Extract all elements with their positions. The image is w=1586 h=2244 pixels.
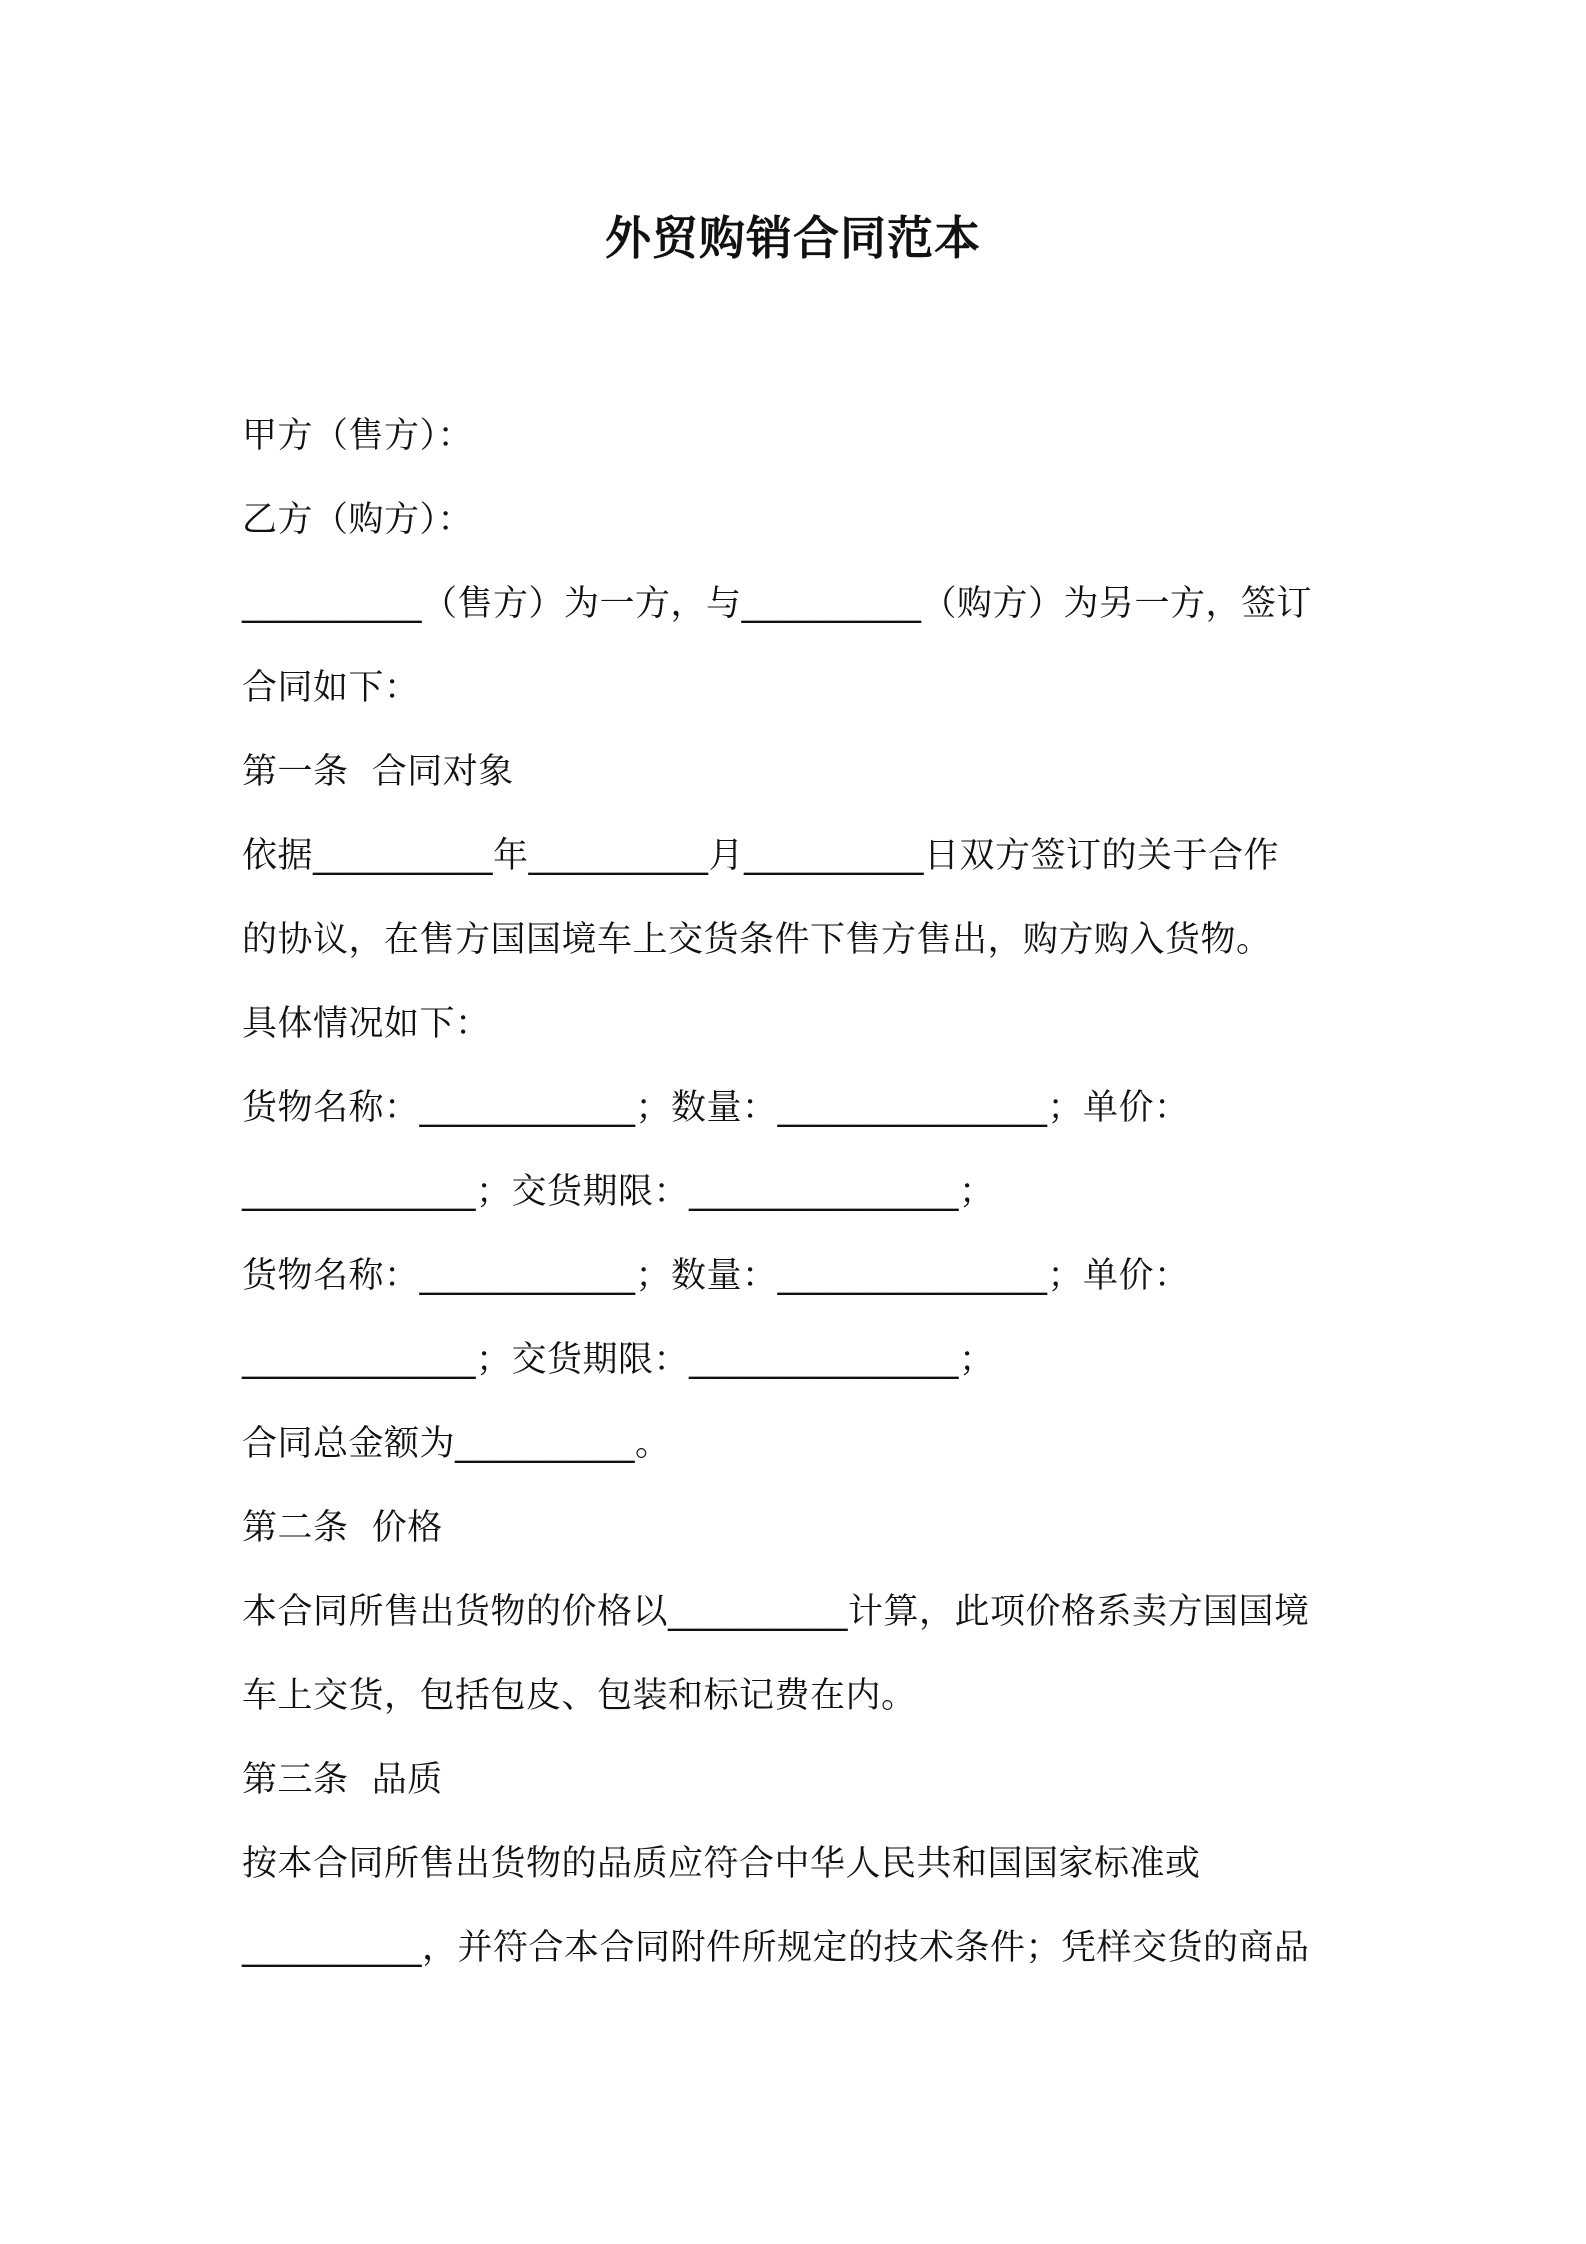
paragraph-line: 本合同所售出货物的价格以__________计算，此项价格系卖方国国境 bbox=[242, 1592, 1310, 1632]
paragraph-line: 的协议，在售方国国境车上交货条件下售方售出，购方购入货物。 bbox=[242, 920, 1272, 960]
paragraph-line: 具体情况如下： bbox=[242, 1004, 491, 1044]
goods-line: _____________；交货期限：_______________； bbox=[242, 1340, 995, 1380]
article-heading: 第三条 品质 bbox=[242, 1760, 443, 1800]
article-heading: 第一条 合同对象 bbox=[242, 752, 514, 792]
paragraph-line: 合同如下： bbox=[242, 668, 420, 708]
paragraph-line: 依据__________年__________月__________日双方签订的关于合作 bbox=[242, 836, 1280, 876]
paragraph-line: 按本合同所售出货物的品质应符合中华人民共和国国家标准或 bbox=[242, 1844, 1201, 1884]
goods-line: _____________；交货期限：_______________； bbox=[242, 1172, 995, 1212]
party-b-line: 乙方（购方）： bbox=[242, 500, 474, 540]
paragraph-line: 车上交货，包括包皮、包装和标记费在内。 bbox=[242, 1676, 917, 1716]
paragraph-line: __________（售方）为一方，与__________（购方）为另一方，签订 bbox=[242, 584, 1313, 624]
paragraph-line: __________，并符合本合同附件所规定的技术条件；凭样交货的商品 bbox=[242, 1928, 1310, 1968]
goods-line: 货物名称：____________；数量：_______________；单价： bbox=[242, 1256, 1190, 1296]
document-title: 外贸购销合同范本 bbox=[605, 211, 981, 265]
party-a-line: 甲方（售方）： bbox=[242, 416, 474, 456]
paragraph-line: 合同总金额为__________。 bbox=[242, 1424, 671, 1464]
article-heading: 第二条 价格 bbox=[242, 1508, 443, 1548]
goods-line: 货物名称：____________；数量：_______________；单价： bbox=[242, 1088, 1190, 1128]
